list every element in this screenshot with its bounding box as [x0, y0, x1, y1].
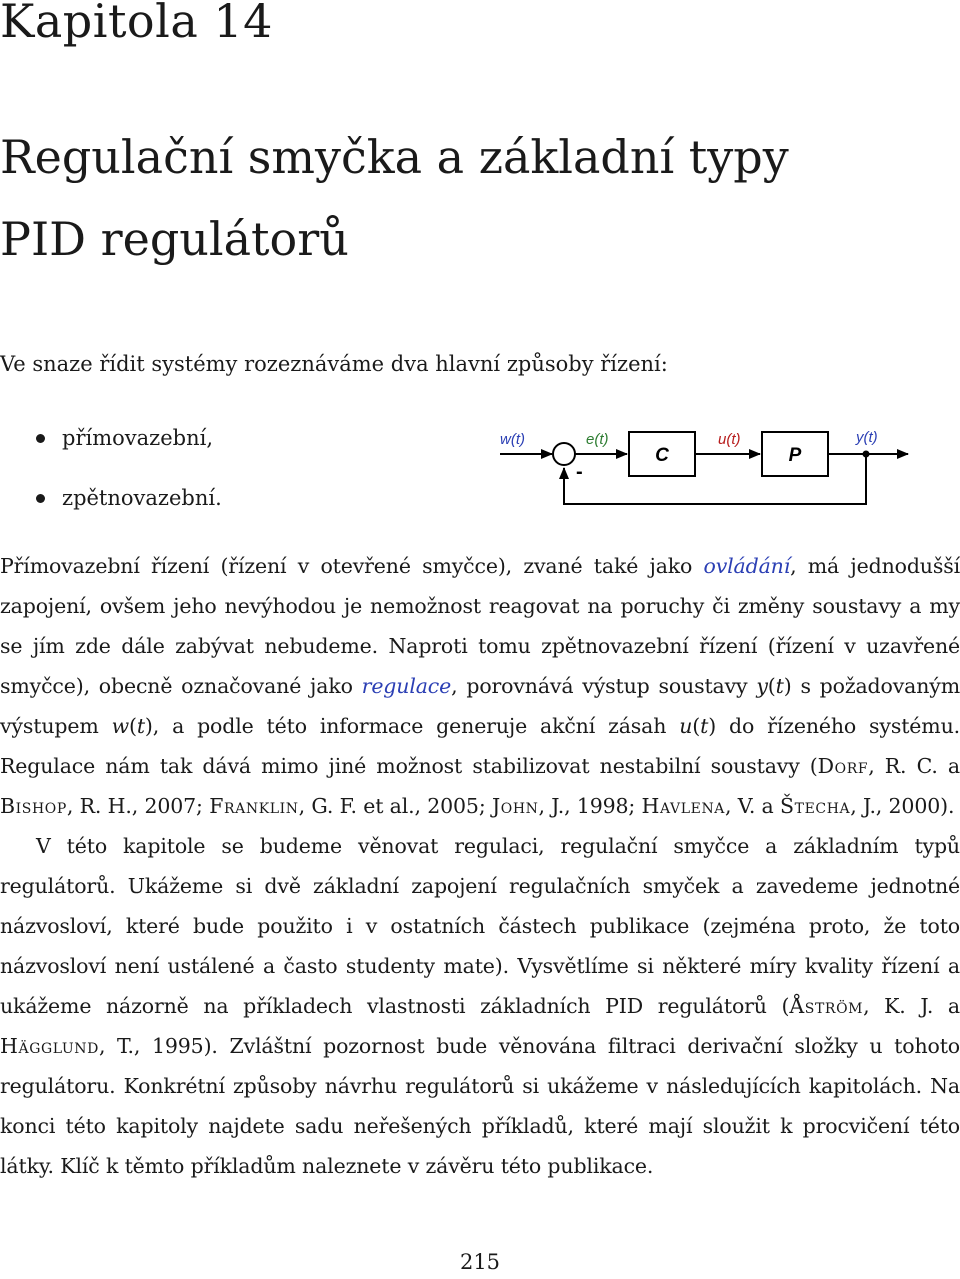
math-t: t	[136, 714, 145, 738]
feedback-loop-diagram	[496, 420, 916, 520]
text-run: , J., 2000).	[850, 794, 955, 818]
body-text	[0, 546, 960, 1186]
citation-author: John	[491, 794, 539, 818]
list-item	[0, 478, 222, 538]
list-item-text: zpětnovazební.	[62, 486, 222, 510]
control-signal-label: u(t)	[718, 431, 741, 448]
math-t: t	[775, 674, 784, 698]
text-run: , V. a	[725, 794, 780, 818]
bullet-icon	[36, 434, 45, 443]
page-number: 215	[459, 1250, 501, 1274]
error-signal-label: e(t)	[586, 431, 609, 448]
chapter-title	[0, 116, 940, 280]
paragraph-feedback-intro	[0, 546, 960, 826]
list-item	[0, 418, 222, 478]
controller-block-label: C	[655, 445, 669, 466]
text-run: , J., 1998;	[538, 794, 642, 818]
text-run: ) s požadovaným výstupem	[0, 674, 960, 738]
text-run: , G. F. et al., 2005;	[298, 794, 492, 818]
list-item-text: přímovazební,	[62, 426, 213, 450]
citation-author: Bishop	[0, 794, 67, 818]
citation-author: Havlena	[641, 794, 726, 818]
input-signal-label: w(t)	[500, 431, 525, 448]
chapter-title-line-1: Regulační smyčka a základní typy	[0, 130, 789, 184]
output-signal-label: y(t)	[856, 429, 878, 446]
text-run: , R. H., 2007;	[66, 794, 210, 818]
paragraph-chapter-overview	[0, 826, 960, 1186]
citation-author: Hägglund	[0, 1034, 99, 1058]
chapter-title-line-2: PID regulátorů	[0, 212, 349, 266]
text-run: (	[692, 714, 701, 738]
minus-sign: -	[576, 461, 583, 483]
math-w: w	[111, 714, 129, 738]
text-run: Přímovazební řízení (řízení v otevřené smyčce), zvané také jako	[0, 554, 704, 578]
control-types-list	[0, 418, 222, 538]
summing-junction	[553, 443, 575, 465]
citation-author: Štecha	[780, 794, 851, 818]
term-regulace: regulace	[361, 674, 452, 698]
text-run: V této kapitole se budeme věnovat regulaci, regulační smyčce a základním typů regulátorů. Ukážeme si dvě základní zapojení regulačních smyček a zavedeme jednotné názvosloví, které bude použito i v ostatních částech publikace (zejména proto, že toto názvosloví není ustálené a často studenty mate). Vysvětlíme si některé míry kvality řízení a ukážeme názorně na příkladech vlastnosti základních PID regulátorů (	[0, 834, 960, 1018]
text-run: ) do řízeného systému. Regulace nám tak dává mimo jiné možnost stabilizovat nestabilní soustavy (	[0, 714, 960, 778]
text-run: (	[128, 714, 137, 738]
citation-author: Franklin	[209, 794, 299, 818]
text-run: , K. J. a	[863, 994, 960, 1018]
citation-author: Dorf	[817, 754, 869, 778]
term-ovladani: ovládání	[703, 554, 791, 578]
math-t: t	[700, 714, 709, 738]
text-run: , má jednodušší zapojení, ovšem jeho nevýhodou je nemožnost reagovat na poruchy či změny soustavy a my se jím zde dále zabývat nebudeme. Naproti tomu zpětnovazební řízení (řízení v uzavřené smyčce), obecně označované jako	[0, 554, 960, 698]
citation-author: Åström	[789, 994, 864, 1018]
text-run: , T., 1995). Zvláštní pozornost bude věnována filtraci derivační složky u tohoto regulátoru. Konkrétní způsoby návrhu regulátorů si ukážeme v následujících kapitolách. Na konci této kapitoly najdete sadu neřešených příkladů, které mají sloužit k procvičení této látky. Klíč k těmto příkladům naleznete v závěru této publikace.	[0, 1034, 960, 1178]
intro-sentence: Ve snaze řídit systémy rozeznáváme dva hlavní způsoby řízení:	[0, 352, 668, 376]
chapter-label: Kapitola 14	[0, 0, 273, 48]
plant-block-label: P	[788, 445, 802, 466]
text-run: ), a podle této informace generuje akční zásah	[144, 714, 680, 738]
text-run: , porovnává výstup soustavy	[451, 674, 757, 698]
math-u: u	[679, 714, 693, 738]
bullet-icon	[36, 494, 45, 503]
text-run: , R. C. a	[868, 754, 960, 778]
text-run: (	[767, 674, 776, 698]
math-y: y	[756, 674, 768, 698]
